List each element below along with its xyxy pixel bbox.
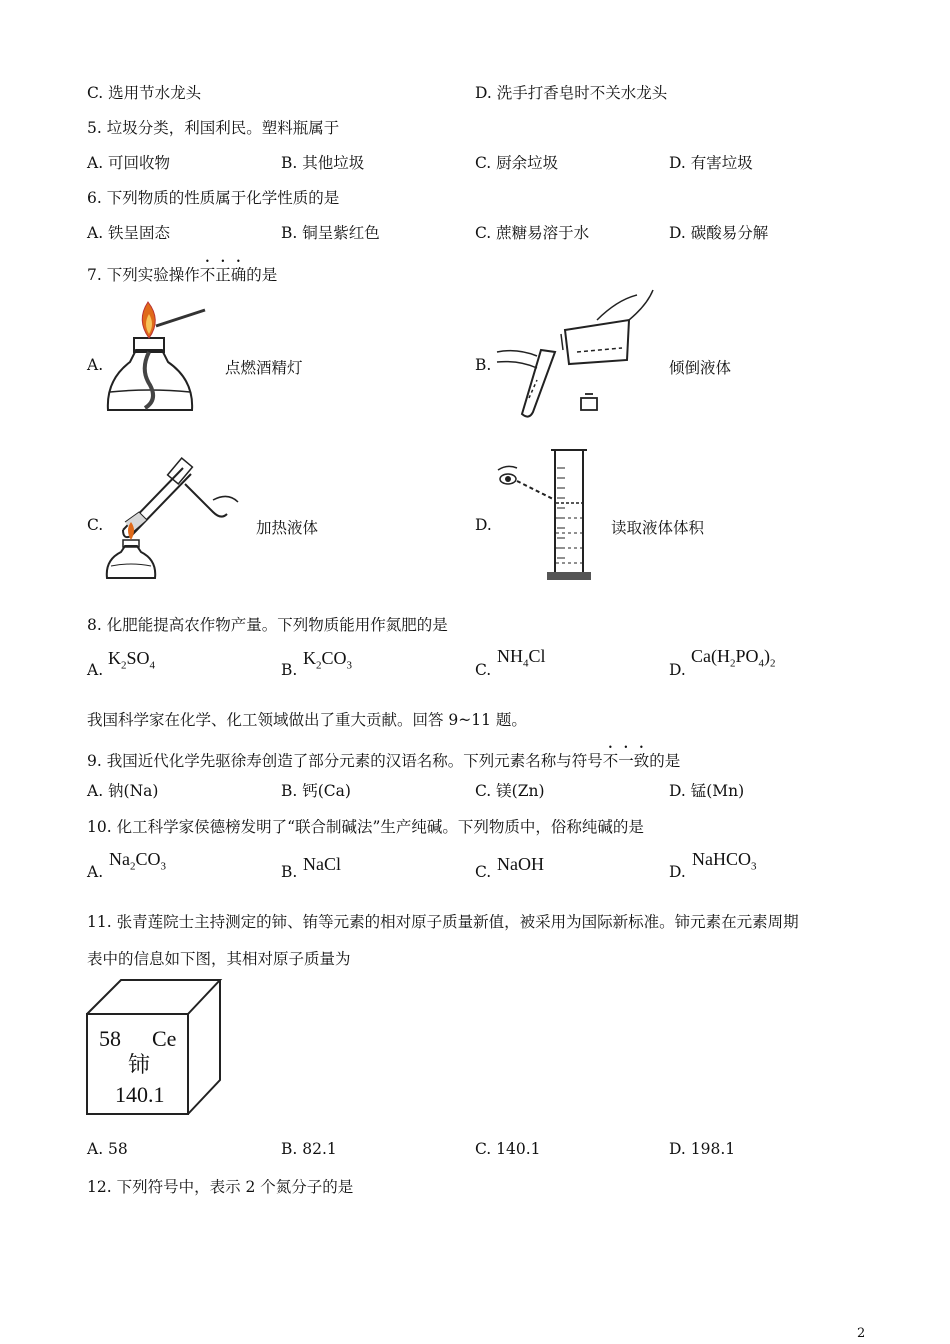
q7-stem-before: 7. 下列实验操作 <box>87 266 200 284</box>
q10-option-c-formula: NaOH <box>497 854 544 874</box>
q7-option-c-caption: 加热液体 <box>256 519 319 537</box>
q7-option-b-letter: B. <box>475 356 492 374</box>
q9-option-b: B. 钙(Ca) <box>281 782 351 800</box>
q7-stem <box>87 257 277 285</box>
q10-option-b-formula: NaCl <box>303 854 341 874</box>
q6-option-a: A. 铁呈固态 <box>87 224 171 242</box>
q9-option-c: C. 镁(Zn) <box>475 782 545 800</box>
q10-option-c-letter: C. <box>475 863 492 881</box>
q8-option-d-formula: $Ca(H_2PO_4)_2$ <box>691 646 776 670</box>
q10-stem: 10. 化工科学家侯德榜发明了“联合制碱法”生产纯碱。下列物质中，俗称纯碱的是 <box>87 818 644 836</box>
q7-option-d-letter: D. <box>475 516 492 534</box>
q9-stem-emphasis: 不一致 <box>602 752 650 770</box>
q7-stem-after: 的是 <box>246 266 278 284</box>
q11-option-b: B. 82.1 <box>281 1140 337 1158</box>
q10-option-a-letter: A. <box>87 863 104 881</box>
q6-option-d: D. 碳酸易分解 <box>669 224 769 242</box>
q9-stem-before: 9. 我国近代化学先驱徐寿创造了部分元素的汉语名称。下列元素名称与符号 <box>87 752 603 770</box>
q8-option-a-letter: A. <box>87 661 104 679</box>
q5-stem: 5. 垃圾分类，利国利民。塑料瓶属于 <box>87 119 340 137</box>
q8-option-b-formula: $K_2CO_3$ <box>303 648 353 672</box>
q9-stem-after: 的是 <box>649 752 681 770</box>
q10-option-a-formula: $Na_2CO_3$ <box>109 849 167 873</box>
q7-option-a-letter: A. <box>87 356 104 374</box>
q5-option-b: B. 其他垃圾 <box>281 154 365 172</box>
q12-stem: 12. 下列符号中，表示 2 个氮分子的是 <box>87 1178 354 1196</box>
q11-option-c: C. 140.1 <box>475 1140 541 1158</box>
q11-option-a: A. 58 <box>87 1140 128 1158</box>
q8-option-a-formula: $K_2SO_4$ <box>108 648 156 672</box>
q5-option-d: D. 有害垃圾 <box>669 154 753 172</box>
q10-option-d-formula: NaHCO$_3$ <box>692 849 757 873</box>
q8-option-d-letter: D. <box>669 661 686 679</box>
element-atomic-mass: 140.1 <box>115 1082 165 1107</box>
q11-stem-line1: 11. 张青莲院士主持测定的铈、铕等元素的相对原子质量新值，被采用为国际新标准。铈元素在元素周期 <box>87 913 799 931</box>
q4-option-d: D. 洗手打香皂时不关水龙头 <box>475 84 668 102</box>
q7-stem-emphasis: 不正确 <box>199 266 247 284</box>
q7-option-b-caption: 倾倒液体 <box>669 359 732 377</box>
q9-stem <box>87 743 680 771</box>
intro-9-11: 我国科学家在化学、化工领域做出了重大贡献。回答 9~11 题。 <box>87 711 527 729</box>
page-number: 2 <box>857 1326 866 1341</box>
pouring-liquid-illustration <box>497 290 657 415</box>
q7-option-c-letter: C. <box>87 516 104 534</box>
q7-option-a-caption: 点燃酒精灯 <box>225 359 303 377</box>
q9-option-a: A. 钠(Na) <box>87 782 159 800</box>
q8-stem: 8. 化肥能提高农作物产量。下列物质能用作氮肥的是 <box>87 616 448 634</box>
q7-option-d-caption: 读取液体体积 <box>611 519 705 537</box>
q5-option-a: A. 可回收物 <box>87 154 171 172</box>
q6-stem: 6. 下列物质的性质属于化学性质的是 <box>87 189 340 207</box>
q6-option-c: C. 蔗糖易溶于水 <box>475 224 590 242</box>
element-symbol: Ce <box>152 1026 177 1051</box>
q10-option-d-letter: D. <box>669 863 686 881</box>
heating-liquid-illustration <box>103 460 243 585</box>
q9-option-d: D. 锰(Mn) <box>669 782 745 800</box>
q5-option-c: C. 厨余垃圾 <box>475 154 559 172</box>
element-name: 铈 <box>128 1052 151 1077</box>
graduated-cylinder-illustration <box>495 448 595 583</box>
q8-option-c-letter: C. <box>475 661 492 679</box>
q11-stem-line2: 表中的信息如下图，其相对原子质量为 <box>87 950 351 968</box>
q8-option-c-formula: $NH_4Cl$ <box>497 646 546 670</box>
q4-option-c: C. 选用节水龙头 <box>87 84 202 102</box>
q11-option-d: D. 198.1 <box>669 1140 736 1158</box>
q8-option-b-letter: B. <box>281 661 298 679</box>
alcohol-lamp-illustration <box>100 300 220 420</box>
q6-option-b: B. 铜呈紫红色 <box>281 224 380 242</box>
element-atomic-number: 58 <box>99 1026 121 1051</box>
q10-option-b-letter: B. <box>281 863 298 881</box>
